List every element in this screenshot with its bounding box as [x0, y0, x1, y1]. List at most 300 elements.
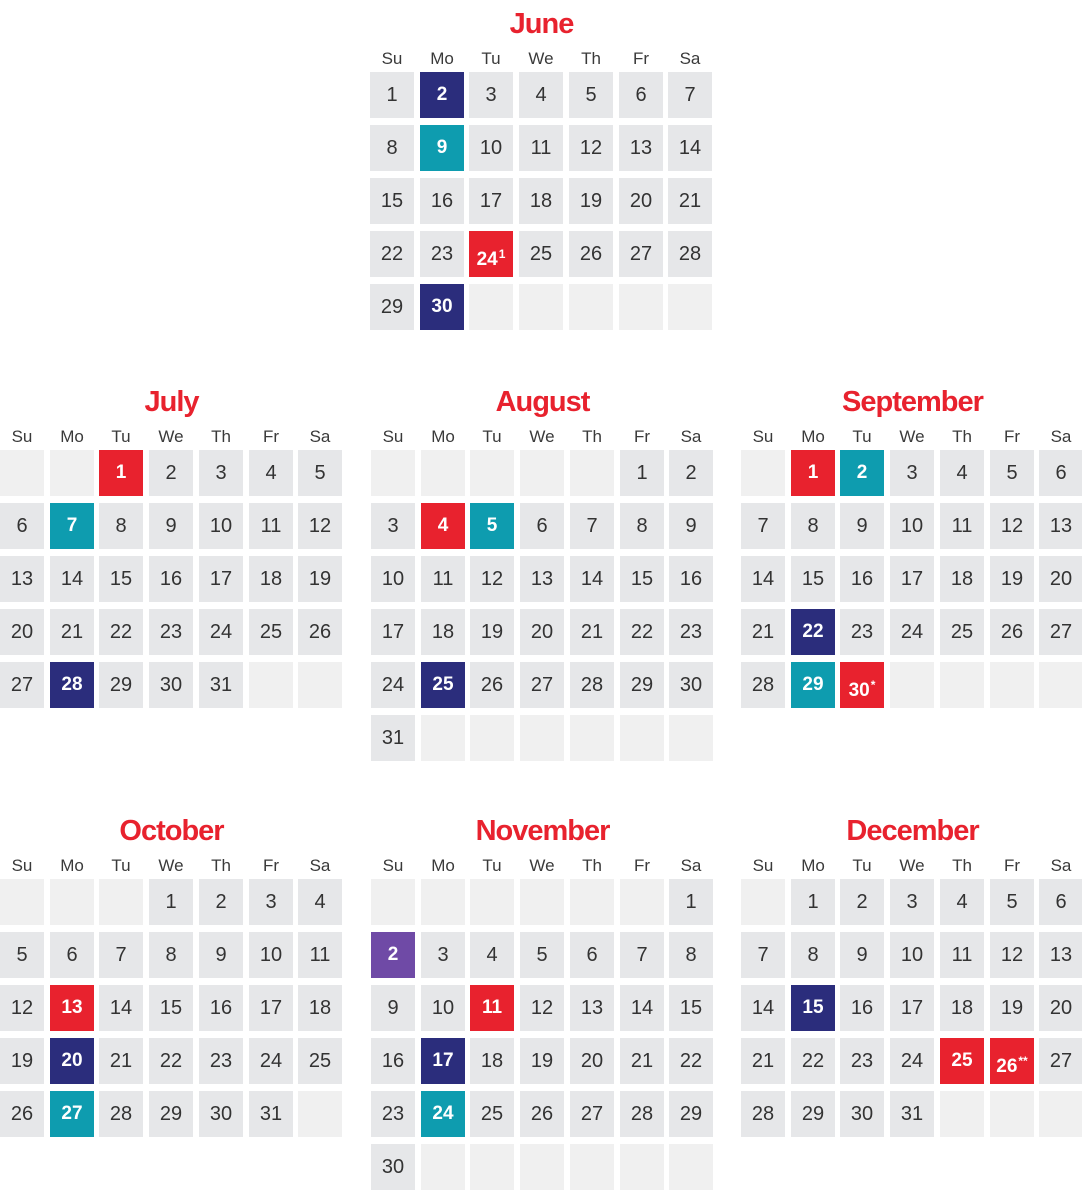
day-grid	[741, 879, 1082, 1144]
day-cell	[669, 503, 713, 549]
day-number: 16	[430, 190, 454, 212]
empty-day-cell	[570, 1144, 614, 1190]
day-cell	[741, 609, 785, 655]
day-number: 30	[679, 674, 703, 696]
empty-day-cell	[470, 879, 514, 925]
day-number: 6	[16, 515, 28, 537]
day-number: 4	[437, 515, 449, 536]
day-cell	[840, 985, 884, 1031]
day-number: 21	[751, 621, 775, 643]
day-number: 27	[61, 1103, 83, 1124]
day-cell	[741, 932, 785, 978]
highlighted-day-cell	[50, 1038, 94, 1084]
day-number: 3	[906, 462, 918, 484]
day-cell	[741, 503, 785, 549]
day-number: 20	[1049, 997, 1073, 1019]
empty-day-cell	[990, 662, 1034, 708]
weekday-label: Th	[211, 427, 231, 446]
weekday-label: Tu	[111, 427, 131, 446]
highlighted-day-cell	[50, 662, 94, 708]
day-cell	[619, 72, 663, 118]
empty-day-cell	[1039, 1091, 1082, 1137]
day-number: 2	[165, 462, 177, 484]
day-cell	[371, 503, 415, 549]
day-cell	[519, 72, 563, 118]
month-title: August	[495, 386, 590, 418]
day-number: 30	[159, 674, 183, 696]
day-number: 1	[807, 891, 819, 913]
highlighted-day-cell	[990, 1038, 1034, 1084]
day-cell	[199, 1038, 243, 1084]
day-cell	[741, 556, 785, 602]
footnote-mark: *	[870, 678, 876, 692]
day-number: 28	[61, 674, 83, 695]
day-number: 2	[436, 84, 448, 105]
day-cell	[519, 125, 563, 171]
day-number: 1	[115, 462, 127, 483]
day-cell	[940, 879, 984, 925]
day-cell	[569, 178, 613, 224]
day-number: 18	[950, 997, 974, 1019]
highlighted-day-cell	[421, 503, 465, 549]
day-number: 15	[109, 568, 133, 590]
day-number: 23	[159, 621, 183, 643]
empty-day-cell	[50, 879, 94, 925]
day-number: 27	[1049, 621, 1073, 643]
empty-day-cell	[619, 284, 663, 330]
day-cell	[520, 503, 564, 549]
day-cell	[1039, 932, 1082, 978]
day-number: 29	[159, 1103, 183, 1125]
day-number: 20	[629, 190, 653, 212]
day-number: 21	[109, 1050, 133, 1072]
day-cell	[371, 985, 415, 1031]
day-number: 7	[66, 515, 78, 536]
day-number: 1	[807, 462, 819, 483]
day-number: 23	[430, 243, 454, 265]
day-number: 9	[856, 944, 868, 966]
weekday-label: Su	[382, 427, 404, 446]
weekday-label: Fr	[1003, 856, 1021, 875]
empty-day-cell	[741, 879, 785, 925]
day-cell	[199, 879, 243, 925]
day-number: 29	[630, 674, 654, 696]
day-number: 3	[387, 515, 399, 537]
day-cell	[470, 556, 514, 602]
day-cell	[840, 556, 884, 602]
day-number: 3	[437, 944, 449, 966]
day-cell	[520, 1091, 564, 1137]
weekday-label: Mo	[801, 856, 825, 875]
day-cell	[519, 178, 563, 224]
day-number: 27	[10, 674, 34, 696]
day-cell	[619, 231, 663, 277]
day-number: 31	[900, 1103, 924, 1125]
empty-day-cell	[520, 1144, 564, 1190]
day-number: 24	[900, 1050, 924, 1072]
day-cell	[990, 985, 1034, 1031]
day-number: 22	[679, 1050, 703, 1072]
day-cell	[669, 985, 713, 1031]
day-cell	[99, 556, 143, 602]
day-cell	[570, 1091, 614, 1137]
weekday-label: Su	[381, 49, 403, 68]
highlighted-day-cell	[420, 284, 464, 330]
day-number: 28	[580, 674, 604, 696]
day-number: 8	[636, 515, 648, 537]
empty-day-cell	[519, 284, 563, 330]
weekday-label: Mo	[801, 427, 825, 446]
day-cell	[0, 662, 44, 708]
day-number: 25	[480, 1103, 504, 1125]
weekday-label: Tu	[852, 427, 872, 446]
day-number: 9	[215, 944, 227, 966]
day-cell	[371, 1038, 415, 1084]
day-number: 10	[431, 997, 455, 1019]
day-number: 1	[636, 462, 648, 484]
day-number: 7	[757, 515, 769, 537]
day-cell	[669, 932, 713, 978]
day-number: 15	[802, 997, 824, 1018]
footnote-mark: 1	[498, 247, 506, 261]
empty-day-cell	[1039, 662, 1082, 708]
day-number: 6	[66, 944, 78, 966]
day-number: 18	[480, 1050, 504, 1072]
day-number: 30	[381, 1156, 405, 1178]
day-number: 28	[678, 243, 702, 265]
day-number: 22	[801, 1050, 825, 1072]
day-cell	[249, 556, 293, 602]
highlighted-day-cell	[791, 985, 835, 1031]
day-number: 17	[900, 997, 924, 1019]
day-cell	[890, 556, 934, 602]
day-number: 29	[109, 674, 133, 696]
weekday-header	[741, 425, 1082, 449]
day-number: 9	[856, 515, 868, 537]
empty-day-cell	[421, 715, 465, 761]
day-cell	[149, 609, 193, 655]
day-number: 16	[159, 568, 183, 590]
day-number: 17	[900, 568, 924, 590]
day-number: 19	[1000, 568, 1024, 590]
weekday-label: Th	[952, 856, 972, 875]
weekday-label: Fr	[632, 49, 650, 68]
day-grid	[371, 879, 714, 1178]
day-number: 13	[530, 568, 554, 590]
weekday-label: Fr	[1003, 427, 1021, 446]
day-cell	[249, 879, 293, 925]
weekday-label: Fr	[262, 856, 280, 875]
day-cell	[199, 609, 243, 655]
day-number: 17	[209, 568, 233, 590]
day-cell	[520, 1038, 564, 1084]
highlighted-day-cell	[50, 985, 94, 1031]
month-title: December	[846, 815, 979, 847]
day-number: 15	[380, 190, 404, 212]
day-number: 18	[431, 621, 455, 643]
day-grid	[741, 450, 1082, 715]
empty-day-cell	[470, 1144, 514, 1190]
day-number: 9	[165, 515, 177, 537]
day-number: 21	[630, 1050, 654, 1072]
day-number: 27	[530, 674, 554, 696]
weekday-label: Sa	[1050, 427, 1072, 446]
day-cell	[669, 1091, 713, 1137]
day-cell	[420, 231, 464, 277]
month-title: September	[842, 386, 983, 418]
day-number: 28	[751, 674, 775, 696]
day-number: 22	[109, 621, 133, 643]
day-number: 14	[751, 568, 775, 590]
day-cell	[1039, 450, 1082, 496]
day-cell	[149, 879, 193, 925]
day-number: 18	[950, 568, 974, 590]
day-number: 10	[900, 515, 924, 537]
footnote-mark: **	[1018, 1054, 1028, 1068]
day-number: 25	[951, 1050, 973, 1071]
day-number: 19	[1000, 997, 1024, 1019]
day-cell	[99, 1038, 143, 1084]
day-number: 18	[308, 997, 332, 1019]
day-number: 13	[629, 137, 653, 159]
day-cell	[669, 1038, 713, 1084]
day-cell	[791, 503, 835, 549]
day-cell	[840, 879, 884, 925]
day-number: 24	[476, 249, 498, 270]
day-cell	[298, 1038, 342, 1084]
highlighted-day-cell	[791, 662, 835, 708]
day-number: 2	[387, 944, 399, 965]
weekday-label: Th	[211, 856, 231, 875]
day-cell	[570, 556, 614, 602]
day-cell	[0, 985, 44, 1031]
day-cell	[668, 125, 712, 171]
day-number: 13	[10, 568, 34, 590]
day-number: 24	[900, 621, 924, 643]
weekday-label: We	[529, 856, 555, 875]
weekday-label: Su	[752, 427, 774, 446]
day-cell	[519, 231, 563, 277]
day-cell	[1039, 609, 1082, 655]
day-number: 14	[630, 997, 654, 1019]
day-cell	[741, 662, 785, 708]
highlighted-day-cell	[420, 125, 464, 171]
day-number: 11	[260, 515, 282, 537]
highlighted-day-cell	[470, 503, 514, 549]
day-number: 22	[159, 1050, 183, 1072]
weekday-label: We	[528, 49, 554, 68]
day-number: 21	[60, 621, 84, 643]
day-cell	[470, 932, 514, 978]
weekday-label: We	[158, 856, 184, 875]
day-number: 1	[685, 891, 697, 913]
weekday-label: Tu	[482, 427, 502, 446]
empty-day-cell	[569, 284, 613, 330]
day-grid	[370, 72, 713, 337]
day-cell	[990, 556, 1034, 602]
day-number: 22	[630, 621, 654, 643]
weekday-label: Su	[11, 427, 33, 446]
weekday-label: We	[899, 856, 925, 875]
day-number: 18	[529, 190, 553, 212]
empty-day-cell	[570, 450, 614, 496]
day-number: 24	[432, 1103, 454, 1124]
day-cell	[298, 879, 342, 925]
day-number: 20	[1049, 568, 1073, 590]
day-cell	[890, 879, 934, 925]
weekday-label: Th	[952, 427, 972, 446]
day-number: 29	[801, 1103, 825, 1125]
day-number: 5	[1006, 891, 1018, 913]
day-cell	[570, 932, 614, 978]
highlighted-day-cell	[421, 662, 465, 708]
weekday-label: Tu	[111, 856, 131, 875]
day-number: 26	[10, 1103, 34, 1125]
weekday-header	[370, 47, 713, 71]
day-cell	[199, 985, 243, 1031]
day-cell	[469, 72, 513, 118]
day-grid	[0, 879, 343, 1144]
day-cell	[370, 231, 414, 277]
day-number: 8	[685, 944, 697, 966]
day-number: 8	[165, 944, 177, 966]
weekday-label: Sa	[309, 856, 331, 875]
day-cell	[840, 1091, 884, 1137]
month-title: November	[475, 815, 610, 847]
day-cell	[569, 125, 613, 171]
day-number: 4	[265, 462, 277, 484]
day-number: 13	[61, 997, 83, 1018]
day-number: 28	[630, 1103, 654, 1125]
day-number: 11	[951, 515, 973, 537]
day-cell	[668, 231, 712, 277]
day-number: 9	[436, 137, 448, 158]
weekday-label: Sa	[680, 427, 702, 446]
day-cell	[840, 503, 884, 549]
day-number: 19	[10, 1050, 34, 1072]
weekday-label: Mo	[430, 49, 454, 68]
day-cell	[890, 503, 934, 549]
day-number: 25	[308, 1050, 332, 1072]
weekday-label: We	[529, 427, 555, 446]
day-number: 30	[209, 1103, 233, 1125]
day-cell	[370, 72, 414, 118]
empty-day-cell	[940, 1091, 984, 1137]
day-cell	[1039, 985, 1082, 1031]
day-number: 2	[856, 891, 868, 913]
weekday-label: Th	[581, 49, 601, 68]
day-number: 11	[309, 944, 331, 966]
weekday-label: Mo	[60, 856, 84, 875]
weekday-label: Mo	[431, 427, 455, 446]
day-number: 30	[431, 296, 453, 317]
day-number: 15	[159, 997, 183, 1019]
day-number: 31	[209, 674, 233, 696]
day-number: 5	[314, 462, 326, 484]
day-cell	[890, 1091, 934, 1137]
day-number: 22	[380, 243, 404, 265]
day-cell	[371, 556, 415, 602]
day-number: 4	[956, 462, 968, 484]
day-number: 17	[479, 190, 503, 212]
month-title: June	[509, 8, 574, 40]
day-cell	[298, 556, 342, 602]
day-number: 12	[530, 997, 554, 1019]
highlighted-day-cell	[791, 450, 835, 496]
highlighted-day-cell	[840, 662, 884, 708]
day-number: 7	[636, 944, 648, 966]
day-number: 16	[850, 568, 874, 590]
day-cell	[371, 609, 415, 655]
day-number: 24	[259, 1050, 283, 1072]
day-number: 6	[1055, 891, 1067, 913]
highlighted-day-cell	[371, 932, 415, 978]
day-number: 26	[308, 621, 332, 643]
day-cell	[669, 450, 713, 496]
day-cell	[249, 503, 293, 549]
day-number: 10	[479, 137, 503, 159]
day-cell	[741, 1038, 785, 1084]
day-number: 8	[807, 515, 819, 537]
day-cell	[620, 503, 664, 549]
day-cell	[421, 985, 465, 1031]
day-number: 26	[480, 674, 504, 696]
day-cell	[569, 72, 613, 118]
day-number: 9	[685, 515, 697, 537]
day-cell	[421, 932, 465, 978]
day-number: 16	[209, 997, 233, 1019]
day-cell	[99, 1091, 143, 1137]
day-cell	[469, 178, 513, 224]
day-number: 14	[109, 997, 133, 1019]
day-cell	[199, 450, 243, 496]
day-number: 4	[486, 944, 498, 966]
day-cell	[469, 125, 513, 171]
day-number: 20	[530, 621, 554, 643]
empty-day-cell	[470, 450, 514, 496]
day-cell	[149, 450, 193, 496]
empty-day-cell	[620, 1144, 664, 1190]
day-number: 29	[679, 1103, 703, 1125]
day-number: 26	[579, 243, 603, 265]
day-cell	[298, 450, 342, 496]
empty-day-cell	[298, 662, 342, 708]
day-cell	[669, 609, 713, 655]
day-cell	[570, 609, 614, 655]
day-cell	[791, 879, 835, 925]
day-cell	[890, 985, 934, 1031]
day-number: 16	[381, 1050, 405, 1072]
highlighted-day-cell	[940, 1038, 984, 1084]
empty-day-cell	[469, 284, 513, 330]
day-cell	[370, 125, 414, 171]
day-number: 8	[115, 515, 127, 537]
day-number: 25	[529, 243, 553, 265]
day-number: 18	[259, 568, 283, 590]
day-number: 5	[1006, 462, 1018, 484]
day-number: 11	[951, 944, 973, 966]
weekday-label: Sa	[309, 427, 331, 446]
day-cell	[199, 503, 243, 549]
day-cell	[470, 1038, 514, 1084]
day-number: 20	[61, 1050, 83, 1071]
day-number: 7	[684, 84, 696, 106]
day-cell	[741, 985, 785, 1031]
day-cell	[520, 932, 564, 978]
day-number: 7	[757, 944, 769, 966]
day-cell	[890, 609, 934, 655]
day-cell	[940, 985, 984, 1031]
